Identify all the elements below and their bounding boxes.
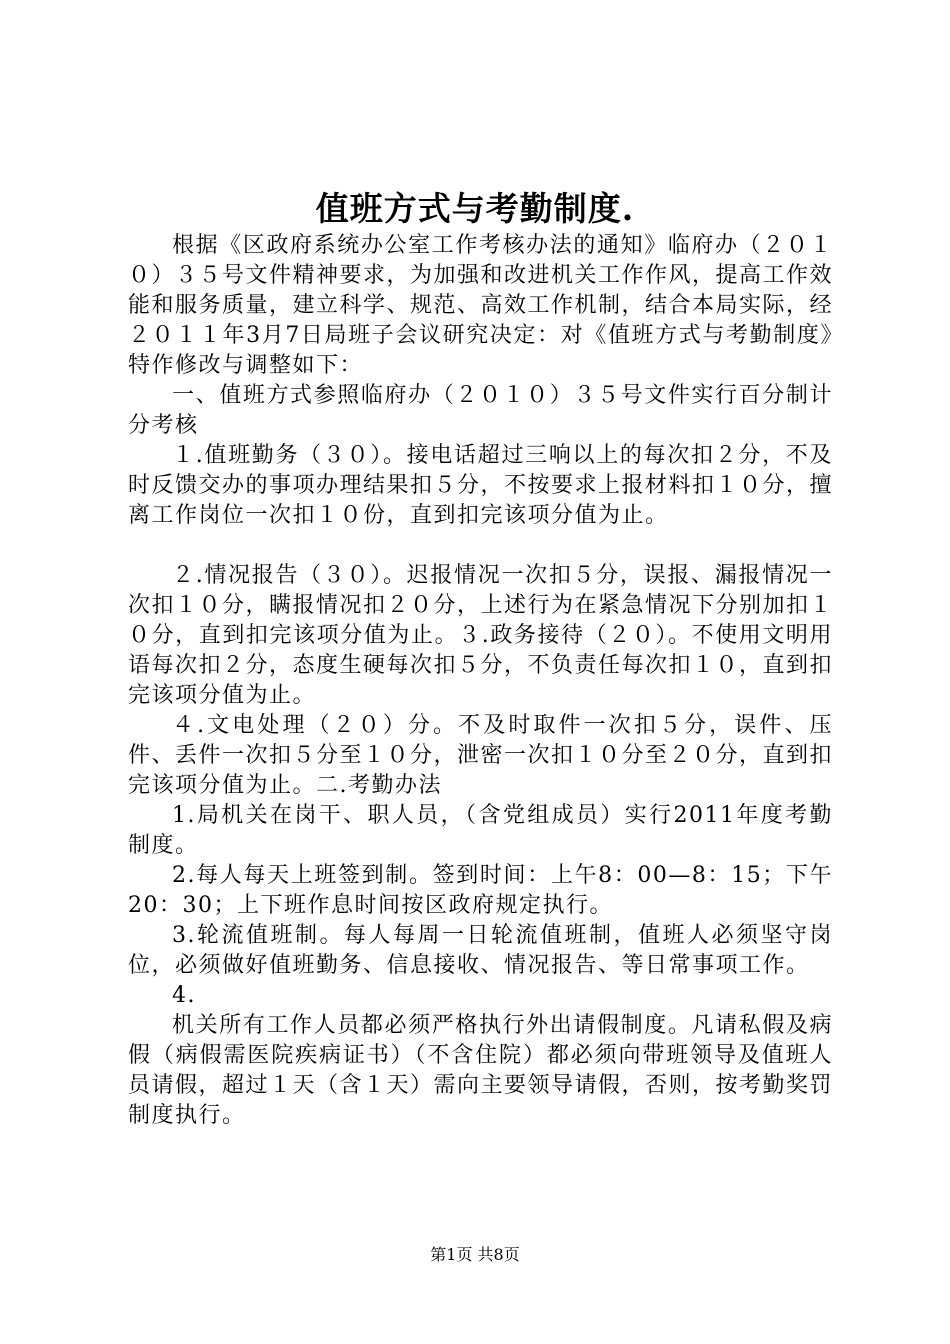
- document-body: [128, 231, 833, 1131]
- paragraph-attendance-2: 2.每人每天上班签到制。签到时间：上午8：00—8：15；下午20：30；上下班作息时间按区政府规定执行。: [128, 863, 833, 918]
- paragraph-duty-service: １.值班勤务（３０）。接电话超过三响以上的每次扣２分，不及时反馈交办的事项办理结果扣５分，不按要求上报材料扣１０分，擅离工作岗位一次扣１０份，直到扣完该项分值为止。: [128, 443, 834, 528]
- document-title: 值班方式与考勤制度.: [315, 189, 635, 228]
- paragraph-leave-policy: 机关所有工作人员都必须严格执行外出请假制度。凡请私假及病假（病假需医院疾病证书）（不含住院）都必须向带班领导及值班人员请假，超过１天（含１天）需向主要领导请假，否则，按考勤奖罚制度执行。: [128, 1013, 834, 1128]
- paragraph-situation-report: ２.情况报告（３０）。迟报情况一次扣５分，误报、漏报情况一次扣１０分，瞒报情况扣２０分，上述行为在紧急情况下分别加扣１０分，直到扣完该项分值为止。３.政务接待（２０）。不使用文明用语每次扣２分，态度生硬每次扣５分，不负责任每次扣１０，直到扣完该项分值为止。: [128, 563, 834, 708]
- paragraph-attendance-1: 1.局机关在岗干、职人员，（含党组成员）实行2011年度考勤制度。: [128, 803, 833, 858]
- paragraph-attendance-3: 3.轮流值班制。每人每周一日轮流值班制，值班人必须坚守岗位，必须做好值班勤务、信息接收、情况报告、等日常事项工作。: [128, 923, 833, 978]
- paragraph-intro: 根据《区政府系统办公室工作考核办法的通知》临府办（２０１０）３５号文件精神要求，为加强和改进机关工作作风，提高工作效能和服务质量，建立科学、规范、高效工作机制，结合本局实际，经２０１１年3月7日局班子会议研究决定：对《值班方式与考勤制度》特作修改与调整如下：: [128, 233, 834, 378]
- paragraph-attendance-4-number: 4.: [172, 983, 196, 1008]
- paragraph-document-handling: ４.文电处理（２０）分。不及时取件一次扣５分，误件、压件、丢件一次扣５分至１０分，泄密一次扣１０分至２０分，直到扣完该项分值为止。二.考勤办法: [128, 713, 834, 798]
- paragraph-section-1-heading: 一、值班方式参照临府办（２０１０）３５号文件实行百分制计分考核: [128, 383, 833, 438]
- page-footer: 第1页 共8页: [430, 1245, 520, 1264]
